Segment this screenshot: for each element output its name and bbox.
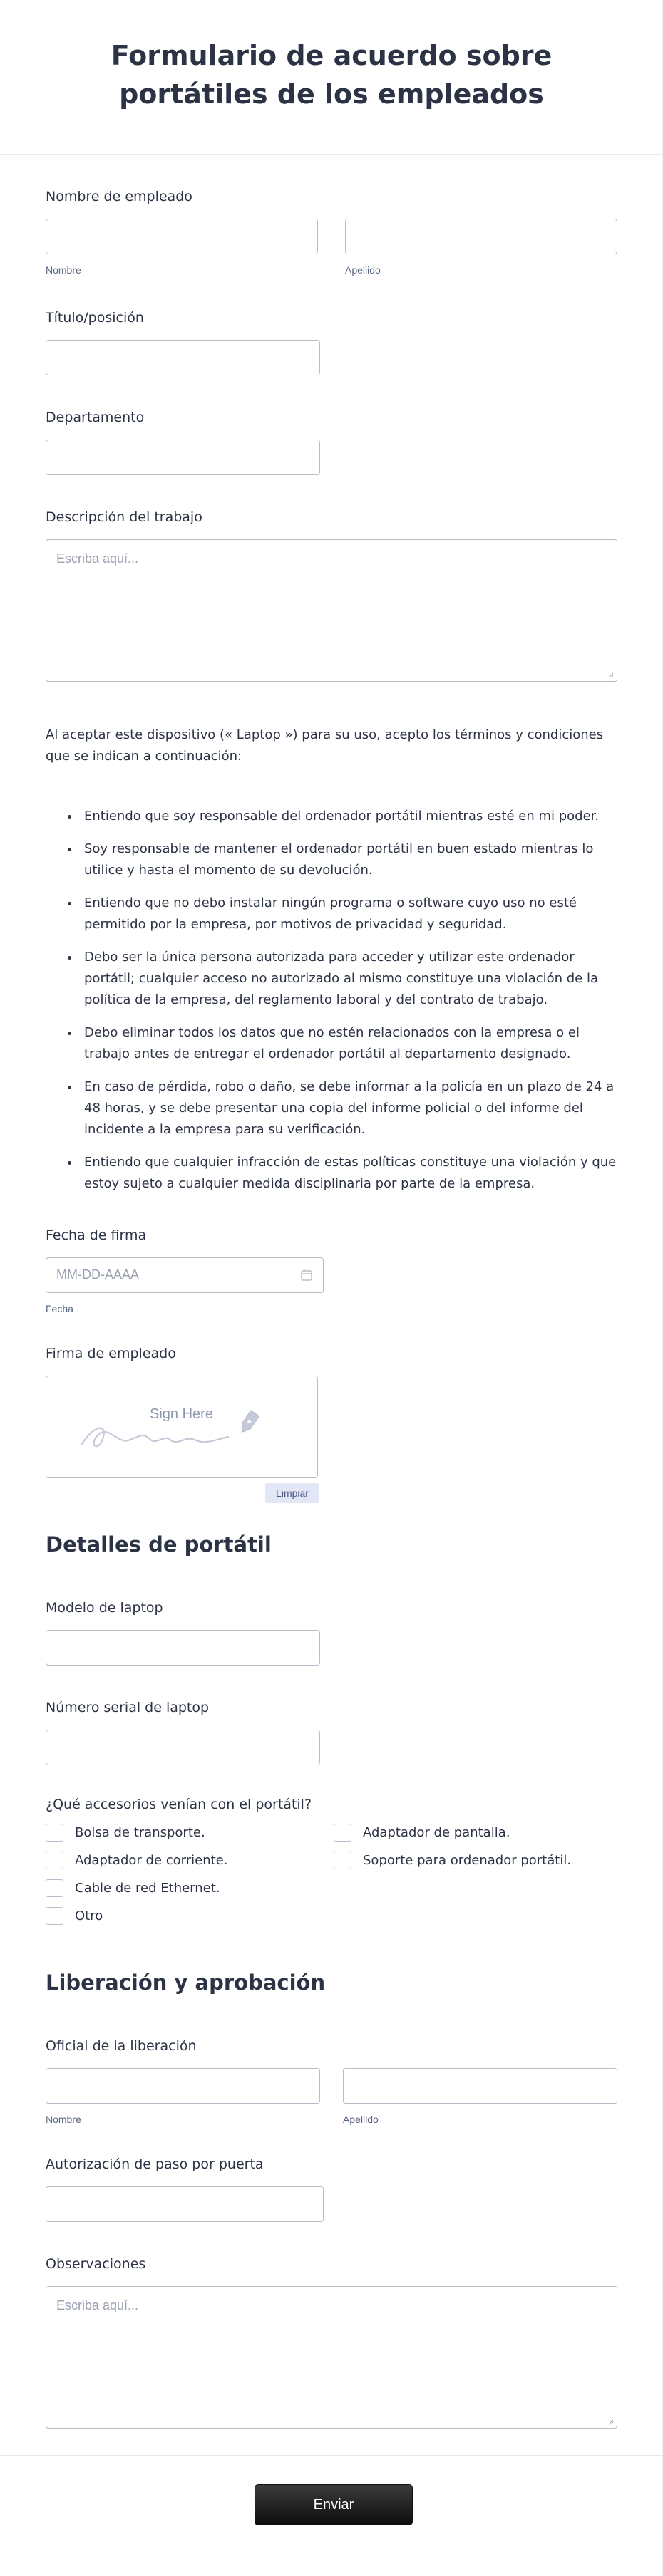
employee-first-name-input[interactable]: [46, 219, 318, 254]
sign-date-sublabel: Fecha: [46, 1302, 73, 1314]
accessory-option[interactable]: [46, 1879, 334, 1897]
gate-pass-field: [46, 2156, 617, 2222]
signature-label: Firma de empleado: [46, 1345, 176, 1361]
release-officer-label: Oficial de la liberación: [46, 2037, 197, 2054]
calendar-icon[interactable]: [300, 1269, 313, 1282]
officer-last-sublabel: Apellido: [343, 2113, 379, 2125]
officer-last-col: [343, 2068, 617, 2125]
sign-date-field: [46, 1227, 617, 1314]
job-description-field: [46, 509, 617, 682]
release-officer-row: [46, 2068, 617, 2125]
accessory-option-label: Bolsa de transporte.: [75, 1824, 205, 1840]
agreement-term: • En caso de pérdida, robo o daño, se debe informar a la policía en un plazo de 24 a 48 horas, y se debe presentar una copia del informe policial o del informe del incidente a la empresa para su verificación.: [80, 1076, 617, 1141]
agreement-term: • Entiendo que cualquier infracción de estas políticas constituye una violación y que estoy sujeto a cualquier medida disciplinaria por parte de la empresa.: [80, 1152, 617, 1195]
laptop-model-field: [46, 1600, 617, 1666]
notes-label: Observaciones: [46, 2255, 146, 2272]
officer-first-col: [46, 2068, 320, 2125]
gate-pass-label: Autorización de paso por puerta: [46, 2156, 264, 2172]
release-section: [0, 1970, 663, 2015]
form-header: [0, 0, 663, 155]
notes-placeholder: Escriba aquí...: [56, 2297, 139, 2312]
submit-button[interactable]: Enviar: [255, 2484, 413, 2525]
signature-hint: Sign Here: [150, 1406, 213, 1422]
notes-field: [46, 2256, 617, 2429]
release-officer-field: [46, 2038, 617, 2125]
accessory-option-label: Adaptador de pantalla.: [363, 1824, 510, 1840]
employee-last-name-input[interactable]: [345, 219, 617, 254]
laptop-details-section: [0, 1532, 663, 1577]
department-input[interactable]: [46, 440, 320, 475]
laptop-details-heading: Detalles de portátil: [46, 1532, 272, 1557]
last-name-sublabel: Apellido: [345, 264, 381, 276]
title-position-label: Título/posición: [46, 309, 144, 326]
resize-handle-icon[interactable]: [607, 2418, 614, 2425]
agreement-terms-list: [46, 806, 617, 1195]
job-description-placeholder: Escriba aquí...: [56, 551, 139, 566]
job-description-label: Descripción del trabajo: [46, 509, 202, 525]
title-position-field: [46, 310, 617, 375]
agreement-term: • Entiendo que soy responsable del ordenador portátil mientras esté en mi poder.: [80, 806, 617, 827]
laptop-details-header: [46, 1532, 617, 1577]
resize-handle-icon[interactable]: [607, 671, 614, 678]
signature-pad[interactable]: [46, 1376, 318, 1478]
clear-signature-button[interactable]: Limpiar: [265, 1483, 319, 1503]
agreement-term: • Debo ser la única persona autorizada para acceder y utilizar este ordenador portátil; cualquier acceso no autorizado al mismo constituye una violación de la política de la empresa, del reglamento laboral y del contrato de trabajo.: [80, 947, 617, 1011]
title-position-input[interactable]: [46, 340, 320, 375]
agreement-term: • Soy responsable de mantener el ordenador portátil en buen estado mientras lo utilice y hasta el momento de su devolución.: [80, 838, 617, 881]
department-field: [46, 410, 617, 475]
accessory-option-label: Soporte para ordenador portátil.: [363, 1852, 572, 1868]
department-label: Departamento: [46, 409, 145, 425]
accessory-option[interactable]: [334, 1852, 622, 1869]
agreement-term: • Entiendo que no debo instalar ningún programa o software cuyo uso no esté permitido por la empresa, por motivos de privacidad y seguridad.: [80, 893, 617, 935]
checkbox[interactable]: [46, 1907, 63, 1925]
accessory-option-label: Adaptador de corriente.: [75, 1852, 228, 1868]
accessory-option[interactable]: [46, 1852, 334, 1869]
accessory-option[interactable]: [46, 1824, 334, 1842]
laptop-serial-field: [46, 1700, 617, 1765]
form-footer: [0, 2455, 663, 2576]
accessory-option[interactable]: [46, 1907, 334, 1925]
first-name-col: [46, 219, 318, 276]
sign-date-input[interactable]: [46, 1257, 324, 1293]
accessories-checkbox-group: [46, 1824, 617, 1925]
officer-last-name-input[interactable]: [343, 2068, 617, 2104]
employee-name-field: [46, 189, 617, 276]
accessory-option-label: Otro: [75, 1908, 103, 1923]
sign-date-placeholder: MM-DD-AAAA: [56, 1267, 139, 1282]
release-header: [46, 1970, 617, 2015]
officer-first-name-input[interactable]: [46, 2068, 320, 2104]
laptop-serial-label: Número serial de laptop: [46, 1699, 210, 1715]
agreement-intro: Al aceptar este dispositivo (« Laptop ») para su uso, acepto los términos y condiciones que se indican a continuación:: [46, 727, 604, 764]
accessory-option[interactable]: [334, 1824, 622, 1842]
accessories-label: ¿Qué accesorios venían con el portátil?: [46, 1796, 312, 1812]
form-content: [0, 189, 663, 2429]
employee-name-row: [46, 219, 617, 276]
gate-pass-input[interactable]: [46, 2186, 324, 2222]
signature-field: [46, 1346, 617, 1504]
first-name-sublabel: Nombre: [46, 264, 81, 276]
accessories-field: [46, 1797, 617, 1925]
checkbox[interactable]: [334, 1852, 351, 1869]
checkbox[interactable]: [334, 1824, 351, 1842]
notes-textarea[interactable]: [46, 2286, 617, 2429]
checkbox[interactable]: [46, 1852, 63, 1869]
checkbox[interactable]: [46, 1824, 63, 1842]
job-description-textarea[interactable]: [46, 539, 617, 682]
agreement-term: • Debo eliminar todos los datos que no estén relacionados con la empresa o el trabajo antes de entregar el ordenador portátil al departamento designado.: [80, 1022, 617, 1065]
officer-first-sublabel: Nombre: [46, 2113, 81, 2125]
last-name-col: [345, 219, 617, 276]
laptop-model-label: Modelo de laptop: [46, 1599, 163, 1616]
form-title: Formulario de acuerdo sobre portátiles de los empleados: [110, 40, 552, 110]
laptop-model-input[interactable]: [46, 1630, 320, 1666]
laptop-serial-input[interactable]: [46, 1730, 320, 1765]
sign-date-label: Fecha de firma: [46, 1227, 147, 1243]
release-heading: Liberación y aprobación: [46, 1970, 326, 1995]
checkbox[interactable]: [46, 1879, 63, 1897]
accessory-option-label: Cable de red Ethernet.: [75, 1880, 220, 1896]
employee-name-label: Nombre de empleado: [46, 188, 192, 204]
